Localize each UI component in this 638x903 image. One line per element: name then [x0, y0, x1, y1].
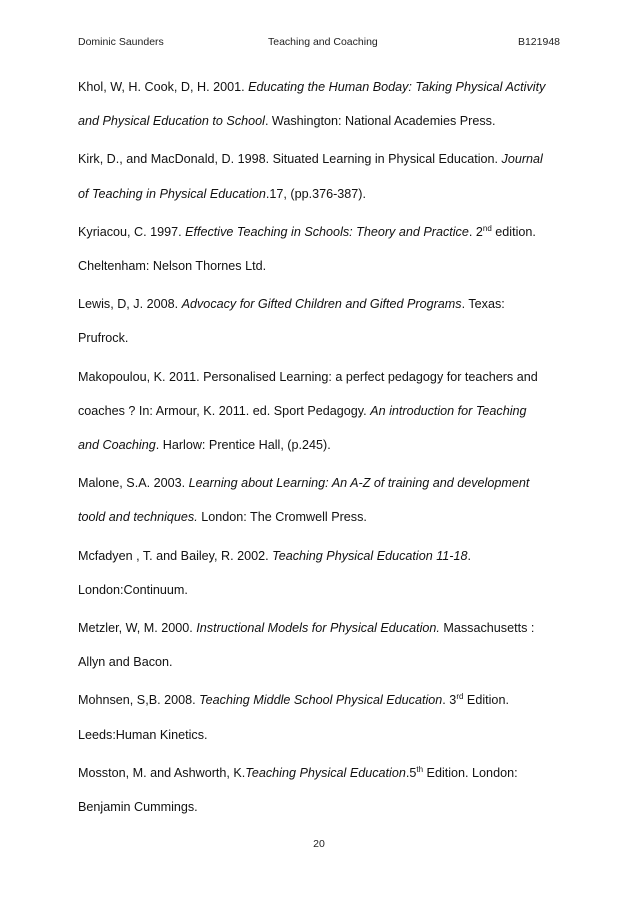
ref-text: Massachusetts :	[439, 621, 535, 636]
ref-superscript: nd	[482, 223, 492, 233]
ref-text: Kirk, D., and MacDonald, D. 1998. Situated Learning in Physical Education.	[78, 152, 502, 167]
ref-text: . 2	[468, 224, 483, 239]
ref-text: edition.	[491, 224, 536, 239]
ref-text: coaches ? In: Armour, K. 2011. ed. Sport Pedagogy.	[78, 403, 371, 418]
page-number: 20	[313, 838, 325, 850]
ref-text: Mcfadyen , T. and Bailey, R. 2002.	[78, 548, 273, 563]
ref-text: .	[467, 548, 471, 563]
ref-text: . Texas:	[461, 297, 505, 312]
ref-title: Effective Teaching in Schools: Theory and Practice	[185, 224, 469, 239]
ref-text: London:Continuum.	[78, 582, 188, 597]
ref-title: Instructional Models for Physical Education.	[196, 621, 440, 636]
header-title: Teaching and Coaching	[268, 36, 378, 48]
ref-text: London: The Cromwell Press.	[197, 510, 367, 525]
reference-entry	[78, 142, 562, 210]
ref-text: Makopoulou, K. 2011. Personalised Learning: a perfect pedagogy for teachers and	[78, 369, 538, 384]
ref-text: . 3	[442, 693, 457, 708]
ref-superscript: rd	[456, 692, 464, 702]
reference-entry	[78, 611, 562, 679]
reference-entry	[78, 539, 562, 607]
ref-title: Educating the Human Boday: Taking Physical Activity	[248, 80, 546, 94]
ref-text: .5	[405, 765, 417, 780]
ref-text: Edition. London:	[423, 765, 518, 780]
ref-text: Benjamin Cummings.	[78, 800, 198, 815]
ref-text: Mohnsen, S,B. 2008.	[78, 693, 200, 708]
reference-entry	[78, 70, 562, 138]
ref-text: Edition.	[463, 693, 509, 708]
ref-text: . Washington: National Academies Press.	[264, 114, 496, 129]
reference-entry	[78, 466, 562, 534]
ref-title: Teaching Physical Education	[245, 765, 406, 780]
ref-text: Khol, W, H. Cook, D, H. 2001.	[78, 80, 249, 94]
ref-title: Advocacy for Gifted Children and Gifted Programs	[181, 297, 462, 312]
header-student-id: B121948	[517, 36, 560, 48]
ref-text: Leeds:Human Kinetics.	[78, 727, 208, 742]
ref-text: Metzler, W, M. 2000.	[78, 621, 197, 636]
ref-title: toold and techniques.	[78, 510, 198, 525]
ref-title: Teaching Physical Education 11-18	[272, 548, 468, 563]
ref-title: of Teaching in Physical Education	[78, 186, 266, 201]
ref-text: .17, (pp.376-387).	[265, 186, 366, 201]
ref-title: Teaching Middle School Physical Education	[199, 693, 443, 708]
ref-title: and Coaching	[78, 438, 156, 453]
ref-text: Kyriacou, C. 1997.	[78, 224, 186, 239]
ref-superscript: th	[416, 764, 424, 774]
ref-text: Malone, S.A. 2003.	[78, 476, 189, 491]
ref-text: Prufrock.	[78, 331, 129, 346]
ref-text: Mosston, M. and Ashworth, K.	[78, 765, 246, 780]
ref-title: and Physical Education to School	[78, 114, 265, 129]
reference-entry	[78, 215, 562, 283]
ref-text: Cheltenham: Nelson Thornes Ltd.	[78, 259, 267, 274]
ref-text: Lewis, D, J. 2008.	[78, 297, 182, 312]
ref-title: Learning about Learning: An A-Z of training and development	[188, 476, 530, 491]
ref-text: Allyn and Bacon.	[78, 655, 173, 670]
page-header	[78, 36, 560, 52]
reference-list	[78, 70, 562, 828]
ref-text: . Harlow: Prentice Hall, (p.245).	[155, 438, 331, 453]
reference-entry	[78, 683, 562, 751]
reference-entry	[78, 756, 562, 824]
ref-title: Journal	[501, 152, 543, 167]
ref-title: An introduction for Teaching	[370, 403, 527, 418]
reference-entry	[78, 287, 562, 355]
reference-entry	[78, 360, 562, 463]
header-author: Dominic Saunders	[78, 36, 164, 48]
